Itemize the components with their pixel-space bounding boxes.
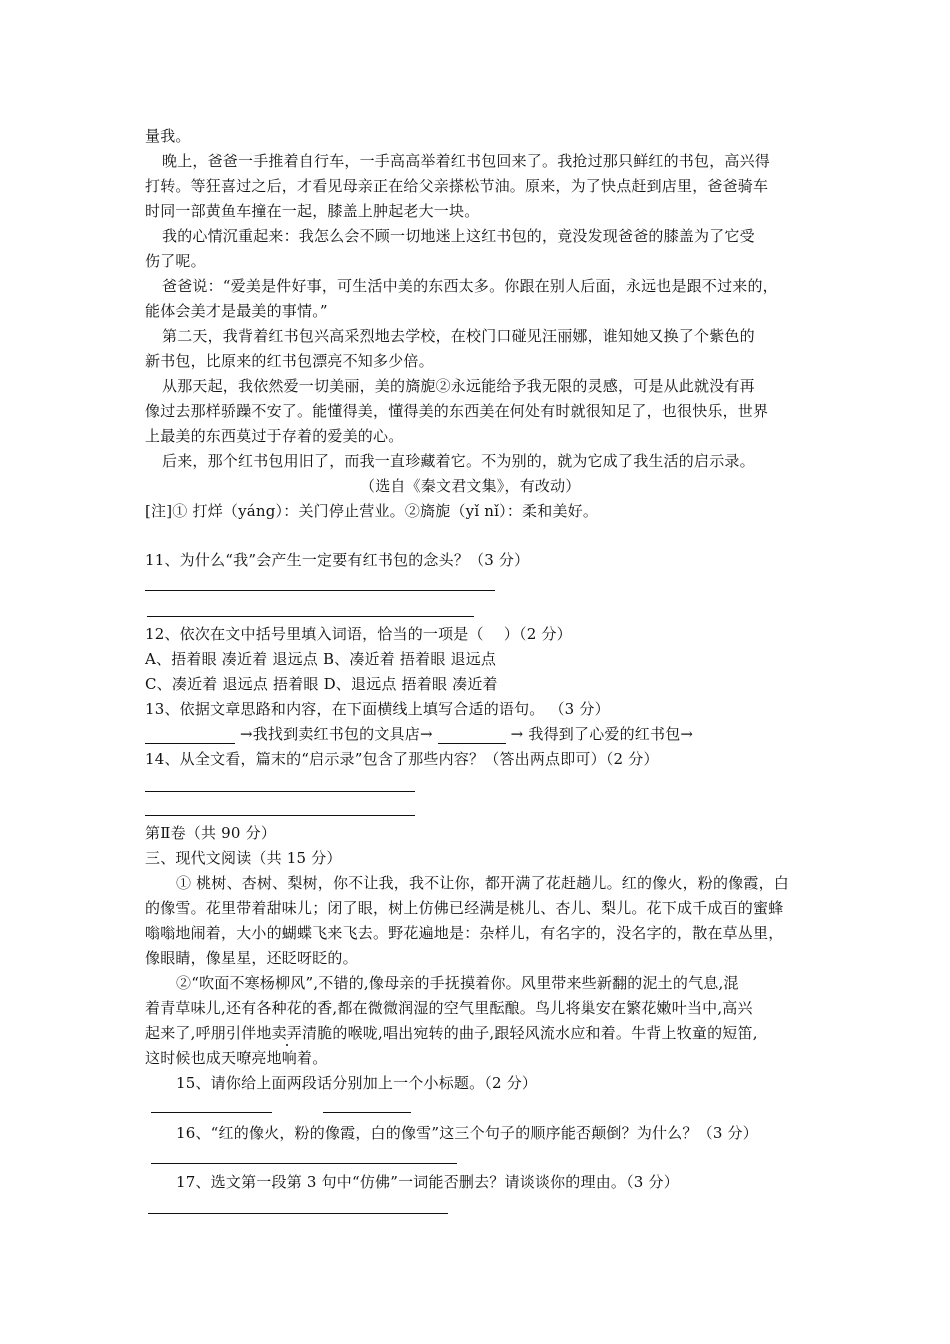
passage-line: 我的心情沉重起来：我怎么会不顾一切地迷上这红书包的，竟没发现爸爸的膝盖为了它受 bbox=[162, 227, 755, 245]
passage2-line: ① 桃树、杏树、梨树，你不让我，我不让你，都开满了花赶趟儿。红的像火，粉的像霞，白 bbox=[176, 874, 789, 892]
section3-title: 三、现代文阅读（共 15 分） bbox=[145, 849, 342, 867]
passage2-line: 的像雪。花里带着甜味儿；闭了眼，树上仿佛已经满是桃儿、杏儿、梨儿。花下成千成百的蜜蜂 bbox=[145, 899, 784, 917]
question-12: 12、依次在文中括号里填入词语，恰当的一项是（ ）（2 分） bbox=[145, 625, 572, 643]
fill-blank[interactable] bbox=[145, 729, 235, 744]
question-13-flow bbox=[145, 724, 825, 744]
answer-line[interactable] bbox=[151, 1163, 457, 1164]
passage-line: 伤了呢。 bbox=[145, 252, 206, 270]
answer-line[interactable] bbox=[147, 616, 474, 617]
passage-line: 量我。 bbox=[145, 127, 191, 145]
question-17: 17、选文第一段第 3 句中“仿佛”一词能否删去？请谈谈你的理由。（3 分） bbox=[176, 1173, 679, 1191]
question-13: 13、依据文章思路和内容，在下面横线上填写合适的语句。 （3 分） bbox=[145, 700, 610, 718]
passage-line: 能体会美才是最美的事情。” bbox=[145, 302, 328, 320]
part2-title: 第Ⅱ卷（共 90 分） bbox=[145, 824, 277, 842]
passage2-line: 嗡嗡地闹着，大小的蝴蝶飞来飞去。野花遍地是：杂样儿，有名字的，没名字的，散在草丛里， bbox=[145, 924, 784, 942]
passage-line: 像过去那样骄躁不安了。能懂得美，懂得美的东西美在何处有时就很知足了，也很快乐，世界 bbox=[145, 402, 769, 420]
passage-line: 从那天起，我依然爱一切美丽，美的旖旎②永远能给予我无限的灵感，可是从此就没有再 bbox=[162, 377, 755, 395]
passage2-line: 像眼睛，像星星，还眨呀眨的。 bbox=[145, 949, 358, 967]
passage-line: 时同一部黄鱼车撞在一起，膝盖上肿起老大一块。 bbox=[145, 202, 480, 220]
passage-line: 打转。等狂喜过之后，才看见母亲正在给父亲搽松节油。原来，为了快点赶到店里，爸爸骑车 bbox=[145, 177, 769, 195]
question-14: 14、从全文看，篇末的“启示录”包含了那些内容？（答出两点即可）（2 分） bbox=[145, 750, 659, 768]
passage-line: 上最美的东西莫过于存着的爱美的心。 bbox=[145, 427, 404, 445]
question-12-options-ab: A、捂着眼 凑近着 退远点 B、凑近着 捂着眼 退远点 bbox=[145, 650, 497, 668]
passage-line: 晚上，爸爸一手推着自行车，一手高高举着红书包回来了。我抢过那只鲜红的书包，高兴得 bbox=[162, 152, 771, 170]
passage-note: [注]① 打烊（yáng）：关门停止营业。②旖旎（yǐ nǐ）：柔和美好。 bbox=[145, 502, 599, 520]
passage-line: 爸爸说：“爱美是件好事，可生活中美的东西太多。你跟在别人后面，永远也是跟不过来的， bbox=[162, 277, 778, 295]
passage-line: 第二天，我背着红书包兴高采烈地去学校，在校门口碰见汪丽娜，谁知她又换了个紫色的 bbox=[162, 327, 755, 345]
flow-text: →我找到卖红书包的文具店→ bbox=[235, 725, 438, 743]
text-segment: 清脆的喉咙,唱出宛转的曲子,跟轻风流水应和着。牛背上牧童的短笛, bbox=[301, 1024, 758, 1042]
passage-line: 后来，那个红书包用旧了，而我一直珍藏着它。不为别的，就为它成了我生活的启示录。 bbox=[162, 452, 755, 470]
answer-line[interactable] bbox=[145, 590, 495, 591]
question-11: 11、为什么“我”会产生一定要有红书包的念头？（3 分） bbox=[145, 551, 530, 569]
question-15: 15、请你给上面两段话分别加上一个小标题。（2 分） bbox=[176, 1074, 538, 1092]
question-12-options-cd: C、凑近着 退远点 捂着眼 D、退远点 捂着眼 凑近着 bbox=[145, 675, 498, 693]
answer-line[interactable] bbox=[323, 1112, 411, 1113]
passage2-line bbox=[145, 1023, 825, 1043]
answer-line[interactable] bbox=[151, 1112, 272, 1113]
fill-blank[interactable] bbox=[438, 729, 506, 744]
passage-source: （选自《秦文君文集》，有改动） bbox=[360, 477, 581, 495]
passage2-line: 着青草味儿,还有各种花的香,都在微微润湿的空气里酝酿。鸟儿将巢安在繁花嫩叶当中,高兴 bbox=[145, 999, 753, 1017]
passage2-line: 这时候也成天嘹亮地响着。 bbox=[145, 1049, 328, 1067]
question-16: 16、“红的像火，粉的像霞，白的像雪”这三个句子的顺序能否颠倒？为什么？（3 分） bbox=[176, 1124, 758, 1142]
answer-line[interactable] bbox=[148, 1213, 448, 1214]
passage2-line: ②“吹面不寒杨柳风”,不错的,像母亲的手抚摸着你。风里带来些新翻的泥土的气息,混 bbox=[176, 974, 739, 992]
emphasized-word: 卖弄 bbox=[271, 1024, 302, 1042]
text-segment: 起来了,呼朋引伴地 bbox=[145, 1024, 272, 1042]
answer-line[interactable] bbox=[145, 815, 415, 816]
passage-line: 新书包，比原来的红书包漂亮不知多少倍。 bbox=[145, 352, 434, 370]
answer-line[interactable] bbox=[145, 791, 415, 792]
flow-text: → 我得到了心爱的红书包→ bbox=[505, 725, 694, 743]
